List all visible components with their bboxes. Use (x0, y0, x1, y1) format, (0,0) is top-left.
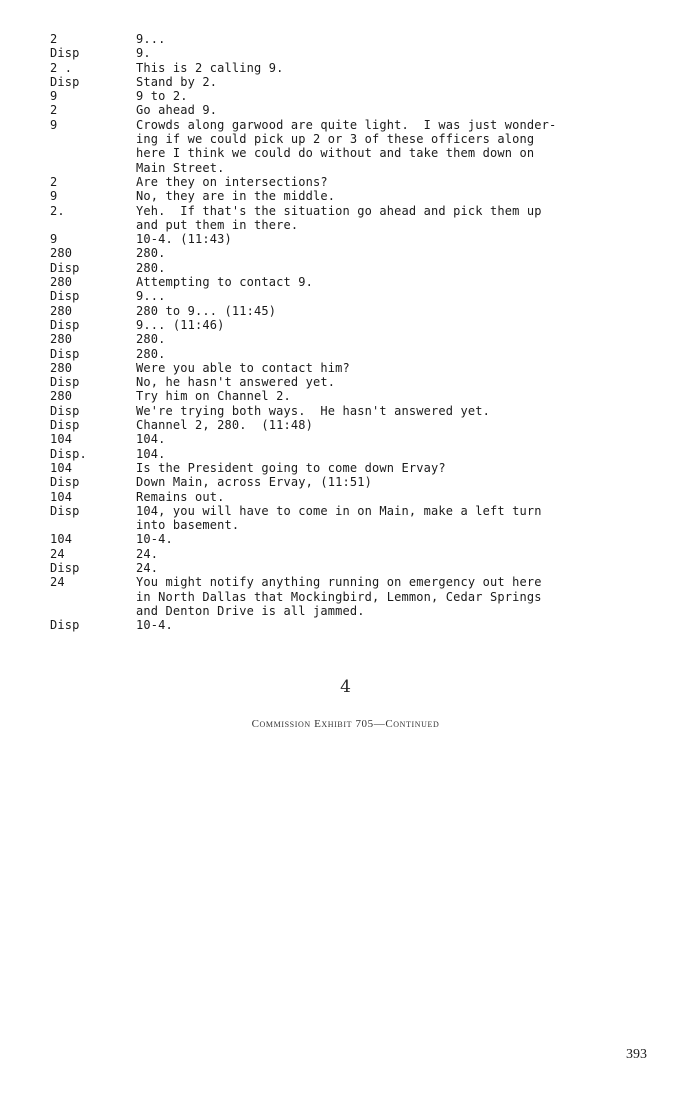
transmission-text: 9... (136, 32, 166, 46)
transmission-text: Down Main, across Ervay, (11:51) (136, 475, 372, 490)
transmission-text: Go ahead 9. (136, 103, 218, 118)
transcript-row (50, 261, 630, 275)
transcript-row (50, 504, 630, 533)
speaker-label: 280 (50, 303, 73, 318)
transcript-row (50, 547, 630, 561)
transcript-row (50, 89, 630, 103)
transmission-text: No, they are in the middle. (136, 189, 336, 204)
transmission-text: 9... (136, 289, 166, 304)
transcript-row (50, 490, 630, 504)
transmission-text: Were you able to contact him? (136, 360, 350, 375)
transcript-row (50, 75, 630, 89)
speaker-label: 24 (50, 546, 65, 561)
transmission-text: 10-4. (136, 532, 173, 547)
transmission-text: 104. (136, 432, 166, 447)
transmission-text: Attempting to contact 9. (136, 275, 313, 290)
transmission-text: No, he hasn't answered yet. (136, 375, 336, 390)
exhibit-caption: Commission Exhibit 705—Continued (251, 718, 440, 730)
speaker-label: 280 (50, 275, 73, 290)
speaker-label: Disp (50, 46, 80, 61)
transmission-text: 24. (136, 546, 159, 561)
speaker-label: Disp (50, 346, 80, 361)
speaker-label: 24 (50, 575, 65, 590)
transcript-row (50, 575, 630, 618)
speaker-label: 9 (50, 189, 58, 204)
transmission-text: You might notify anything running on emergency out here in North Dallas that Mockingbird, Lemmon, Cedar Springs and Denton Drive is all jammed. (136, 575, 542, 618)
speaker-label: Disp (50, 74, 80, 89)
transmission-text: This is 2 calling 9. (136, 60, 284, 75)
transcript-row (50, 61, 630, 75)
transcript-row (50, 232, 630, 246)
speaker-label: Disp (50, 560, 80, 575)
speaker-label: 280 (50, 332, 73, 347)
transcript-row (50, 389, 630, 403)
transcript-row (50, 204, 630, 233)
transmission-text: 9. (136, 46, 151, 61)
transmission-text: Is the President going to come down Ervay? (136, 460, 446, 475)
speaker-label: 9 (50, 89, 58, 104)
transcript-row (50, 404, 630, 418)
speaker-label: 2 (50, 103, 58, 118)
transmission-text: 24. (136, 560, 159, 575)
transcript-row (50, 189, 630, 203)
transcript-row (50, 304, 630, 318)
transmission-text: 10-4. (136, 618, 173, 633)
transcript-row (50, 332, 630, 346)
transcript-row (50, 475, 630, 489)
transcript-row (50, 175, 630, 189)
transcript-row (50, 347, 630, 361)
transmission-text: 280. (136, 332, 166, 347)
speaker-label: Disp (50, 317, 80, 332)
speaker-label: 104 (50, 532, 73, 547)
transcript-row (50, 32, 630, 46)
transmission-text: Try him on Channel 2. (136, 389, 291, 404)
speaker-label: Disp. (50, 446, 87, 461)
speaker-label: Disp (50, 418, 80, 433)
speaker-label: 280 (50, 360, 73, 375)
transcript-row (50, 618, 630, 632)
speaker-label: Disp (50, 475, 80, 490)
transmission-text: 280. (136, 346, 166, 361)
transmission-text: Channel 2, 280. (11:48) (136, 418, 313, 433)
transcript-row (50, 246, 630, 260)
speaker-label: Disp (50, 503, 80, 518)
transmission-text: Remains out. (136, 489, 225, 504)
speaker-label: 104 (50, 460, 73, 475)
transmission-text: Crowds along garwood are quite light. I was just wonder- ing if we could pick up 2 or 3 of these officers along here I think we could do without and take them down on Main Street. (136, 117, 557, 175)
transcript-row (50, 375, 630, 389)
speaker-label: 104 (50, 489, 73, 504)
transcript-row (50, 418, 630, 432)
transcript-row (50, 46, 630, 60)
transcript-row (50, 118, 630, 175)
page-number: 4 (340, 677, 351, 697)
speaker-label: Disp (50, 260, 80, 275)
transmission-text: 280. (136, 246, 166, 261)
speaker-label: 104 (50, 432, 73, 447)
speaker-label: Disp (50, 375, 80, 390)
speaker-label: Disp (50, 618, 80, 633)
transcript-row (50, 461, 630, 475)
speaker-label: 280 (50, 389, 73, 404)
transmission-text: 9... (11:46) (136, 317, 225, 332)
transcript-row (50, 361, 630, 375)
speaker-label: 9 (50, 117, 58, 132)
transmission-text: Are they on intersections? (136, 174, 328, 189)
transmission-text: Stand by 2. (136, 74, 218, 89)
transcript-row (50, 318, 630, 332)
speaker-label: 2 (50, 32, 58, 46)
speaker-label: Disp (50, 403, 80, 418)
transcript-row (50, 103, 630, 117)
transmission-text: Yeh. If that's the situation go ahead and pick them up and put them in there. (136, 203, 542, 232)
transmission-text: 280. (136, 260, 166, 275)
speaker-label: 2 . (50, 60, 73, 75)
transcript-row (50, 561, 630, 575)
speaker-label: 9 (50, 232, 58, 247)
transmission-text: We're trying both ways. He hasn't answered yet. (136, 403, 490, 418)
speaker-label: 2 (50, 174, 58, 189)
radio-transcript (50, 32, 630, 632)
transmission-text: 10-4. (11:43) (136, 232, 232, 247)
speaker-label: 280 (50, 246, 73, 261)
speaker-label: 2. (50, 203, 65, 218)
volume-page-number: 393 (626, 1047, 647, 1062)
transmission-text: 104. (136, 446, 166, 461)
transcript-row (50, 275, 630, 289)
transmission-text: 9 to 2. (136, 89, 188, 104)
transcript-row (50, 289, 630, 303)
speaker-label: Disp (50, 289, 80, 304)
transcript-row (50, 532, 630, 546)
transmission-text: 104, you will have to come in on Main, make a left turn into basement. (136, 503, 542, 533)
transcript-row (50, 432, 630, 446)
transmission-text: 280 to 9... (11:45) (136, 303, 277, 318)
transcript-row (50, 447, 630, 461)
